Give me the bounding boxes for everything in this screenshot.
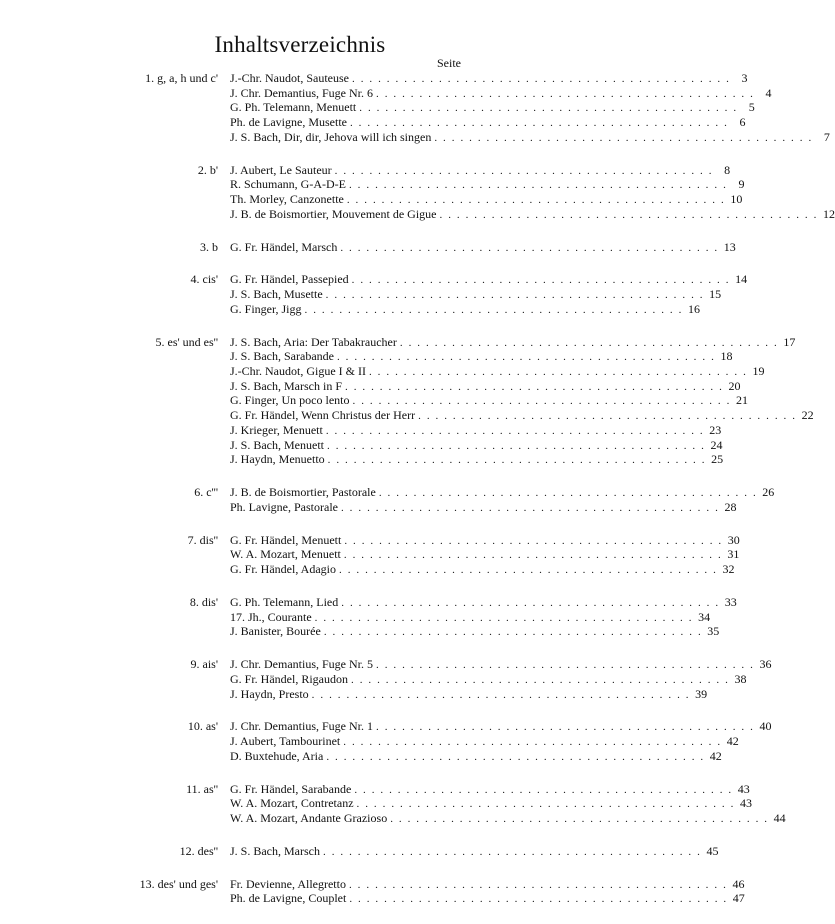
entry-page-number: 14 (735, 272, 748, 287)
toc-section (0, 843, 719, 859)
toc-section (0, 657, 772, 701)
leader-dots: . . . . . . . . . . . . . . . . . . . . . . . . . . . . . . . . . . . . . . . . . . . . (325, 289, 705, 302)
section-entries (230, 239, 736, 255)
section-label: 3. b (200, 239, 218, 254)
toc-entry[interactable] (230, 781, 750, 797)
leader-dots: . . . . . . . . . . . . . . . . . . . . . . . . . . . . . . . . . . . . . . . . . . . . (327, 439, 706, 452)
entry-page-number: 25 (711, 452, 724, 467)
leader-dots: . . . . . . . . . . . . . . . . . . . . . . . . . . . . . . . . . . . . . . . . . . . . (314, 611, 694, 624)
leader-dots: . . . . . . . . . . . . . . . . . . . . . . . . . . . . . . . . . . . . . . . . . . . . (376, 721, 755, 734)
entry-title: R. Schumann, G-A-D-E (230, 177, 346, 192)
leader-dots: . . . . . . . . . . . . . . . . . . . . . . . . . . . . . . . . . . . . . . . . . . . . (346, 194, 726, 206)
entry-title: G. Ph. Telemann, Lied (230, 594, 339, 609)
toc-entry[interactable] (230, 85, 772, 101)
leader-dots: . . . . . . . . . . . . . . . . . . . . . . . . . . . . . . . . . . . . . . . . . . . . (376, 659, 755, 672)
leader-dots: . . . . . . . . . . . . . . . . . . . . . . . . . . . . . . . . . . . . . . . . . . . . (311, 688, 691, 701)
toc-entry[interactable] (230, 796, 752, 811)
entry-title: J. Banister, Bourée (230, 624, 321, 639)
entry-title: W. A. Mozart, Andante Grazioso (230, 811, 388, 825)
toc-entry[interactable] (230, 115, 746, 130)
section-entries (230, 594, 737, 639)
toc-entry[interactable] (230, 734, 739, 749)
leader-dots: . . . . . . . . . . . . . . . . . . . . . . . . . . . . . . . . . . . . . . . . . . . . (339, 564, 718, 576)
entry-page-number: 21 (735, 393, 748, 408)
toc-section (0, 876, 745, 906)
toc-entry[interactable] (230, 609, 711, 625)
leader-dots: . . . . . . . . . . . . . . . . . . . . . . . . . . . . . . . . . . . . . . . . . . . . (349, 117, 729, 130)
entry-title: G. Fr. Händel, Adagio (230, 562, 336, 576)
entry-page-number: 30 (727, 532, 740, 547)
toc-entry[interactable] (230, 408, 814, 423)
entry-title: J.-Chr. Naudot, Gigue I & II (230, 364, 366, 379)
toc-entry[interactable] (230, 364, 765, 379)
toc-entry[interactable] (230, 239, 736, 255)
entry-page-number: 18 (720, 349, 733, 364)
entry-title: G. Ph. Telemann, Menuett (230, 100, 357, 115)
toc-section (0, 334, 814, 467)
section-entries (230, 71, 830, 144)
entry-title: W. A. Mozart, Contretanz (230, 796, 354, 811)
toc-entry[interactable] (230, 562, 735, 577)
entry-page-number: 19 (752, 364, 765, 379)
entry-page-number: 26 (762, 485, 775, 500)
entry-page-number: 8 (724, 162, 731, 177)
leader-dots: . . . . . . . . . . . . . . . . . . . . . . . . . . . . . . . . . . . . . . . . . . . . (352, 73, 731, 85)
section-label: 6. c''' (194, 485, 218, 500)
leader-dots: . . . . . . . . . . . . . . . . . . . . . . . . . . . . . . . . . . . . . . . . . . . . (325, 424, 705, 437)
entry-title: J. S. Bach, Marsch (230, 843, 320, 858)
entry-page-number: 43 (739, 796, 752, 811)
toc-entry[interactable] (230, 437, 723, 453)
entry-page-number: 28 (724, 499, 737, 514)
section-label: 2. b' (197, 162, 218, 177)
section-label: 4. cis' (190, 272, 218, 287)
entry-title: J. S. Bach, Musette (230, 287, 323, 302)
entry-page-number: 24 (710, 437, 723, 452)
section-entries (230, 334, 814, 467)
entry-title: G. Finger, Jigg (230, 301, 302, 316)
entry-title: J. Chr. Demantius, Fuge Nr. 1 (230, 719, 373, 734)
section-label: 7. dis'' (187, 532, 218, 547)
entry-page-number: 45 (706, 843, 719, 858)
entry-page-number: 40 (759, 719, 772, 734)
entry-title: J. S. Bach, Dir, dir, Jehova will ich singen (230, 129, 432, 144)
entry-title: J. Aubert, Tambourinet (230, 734, 341, 749)
leader-dots: . . . . . . . . . . . . . . . . . . . . . . . . . . . . . . . . . . . . . . . . . . . . (341, 596, 720, 609)
entry-title: G. Fr. Händel, Marsch (230, 239, 338, 254)
toc-section (0, 272, 748, 316)
toc-entry[interactable] (230, 192, 743, 207)
toc-section (0, 239, 736, 255)
section-entries (230, 162, 835, 222)
section-entries (230, 485, 775, 514)
leader-dots: . . . . . . . . . . . . . . . . . . . . . . . . . . . . . . . . . . . . . . . . . . . . (327, 454, 707, 467)
entry-title: J. S. Bach, Menuett (230, 437, 324, 452)
toc-section (0, 594, 737, 639)
leader-dots: . . . . . . . . . . . . . . . . . . . . . . . . . . . . . . . . . . . . . . . . . . . . (344, 534, 723, 547)
toc-entry[interactable] (230, 206, 835, 222)
entry-page-number: 42 (726, 734, 739, 749)
entry-title: G. Fr. Händel, Passepied (230, 272, 349, 287)
toc-section (0, 485, 775, 514)
section-label: 10. as' (187, 719, 218, 734)
entry-page-number: 23 (709, 422, 722, 437)
entry-page-number: 38 (734, 671, 747, 686)
leader-dots: . . . . . . . . . . . . . . . . . . . . . . . . . . . . . . . . . . . . . . . . . . . . (334, 164, 714, 177)
entry-title: Th. Morley, Canzonette (230, 192, 344, 206)
entry-page-number: 31 (727, 547, 740, 562)
entry-page-number: 16 (687, 301, 700, 316)
entry-title: J. Haydn, Menuetto (230, 452, 325, 467)
toc-entry[interactable] (230, 452, 724, 467)
leader-dots: . . . . . . . . . . . . . . . . . . . . . . . . . . . . . . . . . . . . . . . . . . . . (323, 845, 702, 858)
toc-entry[interactable] (230, 287, 722, 302)
leader-dots: . . . . . . . . . . . . . . . . . . . . . . . . . . . . . . . . . . . . . . . . . . . . (343, 736, 722, 749)
entry-page-number: 10 (730, 192, 743, 206)
entry-title: G. Finger, Un poco lento (230, 393, 350, 408)
leader-dots: . . . . . . . . . . . . . . . . . . . . . . . . . . . . . . . . . . . . . . . . . . . . (351, 274, 731, 287)
entry-page-number: 15 (709, 287, 722, 302)
toc-entry[interactable] (230, 129, 830, 145)
entry-title: G. Fr. Händel, Rigaudon (230, 671, 348, 686)
section-entries (230, 719, 772, 763)
leader-dots: . . . . . . . . . . . . . . . . . . . . . . . . . . . . . . . . . . . . . . . . . . . . (399, 336, 779, 349)
section-label: 5. es' und es'' (155, 334, 218, 349)
toc-entry[interactable] (230, 657, 772, 672)
entry-page-number: 6 (739, 115, 746, 130)
entry-title: Fr. Devienne, Allegretto (230, 876, 346, 891)
table-of-contents (0, 71, 835, 924)
toc-entry[interactable] (230, 422, 722, 438)
entry-page-number: 22 (801, 408, 814, 423)
entry-title: G. Fr. Händel, Wenn Christus der Herr (230, 408, 416, 423)
entry-page-number: 7 (823, 129, 830, 144)
section-entries (230, 843, 719, 859)
leader-dots: . . . . . . . . . . . . . . . . . . . . . . . . . . . . . . . . . . . . . . . . . . . . (336, 351, 716, 364)
toc-section (0, 719, 772, 763)
entry-page-number: 13 (723, 239, 736, 254)
leader-dots: . . . . . . . . . . . . . . . . . . . . . . . . . . . . . . . . . . . . . . . . . . . . (434, 131, 813, 144)
leader-dots: . . . . . . . . . . . . . . . . . . . . . . . . . . . . . . . . . . . . . . . . . . . . (343, 549, 723, 562)
entry-page-number: 17 (783, 334, 796, 349)
toc-section (0, 162, 835, 222)
toc-entry[interactable] (230, 272, 748, 287)
toc-entry[interactable] (230, 532, 740, 548)
toc-entry[interactable] (230, 671, 747, 687)
leader-dots: . . . . . . . . . . . . . . . . . . . . . . . . . . . . . . . . . . . . . . . . . . . . (348, 179, 728, 192)
leader-dots: . . . . . . . . . . . . . . . . . . . . . . . . . . . . . . . . . . . . . . . . . . . . (390, 813, 769, 825)
leader-dots: . . . . . . . . . . . . . . . . . . . . . . . . . . . . . . . . . . . . . . . . . . . . (354, 783, 733, 796)
leader-dots: . . . . . . . . . . . . . . . . . . . . . . . . . . . . . . . . . . . . . . . . . . . . (368, 366, 748, 379)
entry-title: G. Fr. Händel, Menuett (230, 532, 342, 547)
leader-dots: . . . . . . . . . . . . . . . . . . . . . . . . . . . . . . . . . . . . . . . . . . . . (345, 380, 724, 393)
entry-title: J. Aubert, Le Sauteur (230, 162, 332, 177)
leader-dots: . . . . . . . . . . . . . . . . . . . . . . . . . . . . . . . . . . . . . . . . . . . . (376, 87, 755, 100)
page-title: Inhaltsverzeichnis (214, 32, 386, 57)
section-label: 11. as'' (186, 781, 218, 796)
toc-entry[interactable] (230, 334, 796, 350)
entry-title: J. B. de Boismortier, Mouvement de Gigue (230, 206, 437, 221)
entry-title: Ph. de Lavigne, Musette (230, 115, 347, 130)
entry-title: J. Chr. Demantius, Fuge Nr. 5 (230, 657, 373, 672)
section-label: 8. dis' (189, 594, 218, 609)
entry-page-number: 3 (741, 71, 748, 85)
toc-entry[interactable] (230, 71, 748, 86)
entry-page-number: 46 (732, 876, 745, 891)
toc-entry[interactable] (230, 811, 786, 826)
leader-dots: . . . . . . . . . . . . . . . . . . . . . . . . . . . . . . . . . . . . . . . . . . . . (340, 241, 719, 254)
section-label: 12. des'' (179, 843, 218, 858)
leader-dots: . . . . . . . . . . . . . . . . . . . . . . . . . . . . . . . . . . . . . . . . . . . . (351, 673, 730, 686)
section-entries (230, 781, 786, 826)
entry-title: J. S. Bach, Sarabande (230, 349, 334, 364)
section-entries (230, 876, 745, 906)
toc-entry[interactable] (230, 349, 733, 364)
entry-title: J. Chr. Demantius, Fuge Nr. 6 (230, 85, 373, 100)
entry-title: 17. Jh., Courante (230, 609, 312, 624)
entry-page-number: 42 (709, 748, 722, 763)
entry-page-number: 12 (822, 206, 835, 221)
entry-page-number: 35 (707, 624, 720, 639)
toc-entry[interactable] (230, 100, 755, 115)
entry-page-number: 4 (765, 85, 772, 100)
entry-page-number: 43 (737, 781, 750, 796)
section-entries (230, 532, 740, 577)
entry-title: J.-Chr. Naudot, Sauteuse (230, 71, 349, 85)
leader-dots: . . . . . . . . . . . . . . . . . . . . . . . . . . . . . . . . . . . . . . . . . . . . (323, 626, 703, 639)
leader-dots: . . . . . . . . . . . . . . . . . . . . . . . . . . . . . . . . . . . . . . . . . . . . (304, 303, 683, 316)
toc-entry[interactable] (230, 719, 772, 734)
toc-entry[interactable] (230, 891, 745, 906)
toc-entry[interactable] (230, 748, 722, 764)
entry-page-number: 36 (759, 657, 772, 672)
toc-section (0, 532, 740, 577)
toc-entry[interactable] (230, 499, 737, 515)
toc-entry[interactable] (230, 686, 708, 702)
entry-page-number: 44 (773, 811, 786, 825)
entry-title: W. A. Mozart, Menuett (230, 547, 341, 562)
entry-page-number: 47 (732, 891, 745, 906)
toc-entry[interactable] (230, 843, 719, 859)
leader-dots: . . . . . . . . . . . . . . . . . . . . . . . . . . . . . . . . . . . . . . . . . . . . (356, 798, 735, 811)
entry-title: Ph. de Lavigne, Couplet (230, 891, 347, 906)
toc-entry[interactable] (230, 876, 745, 892)
entry-title: Ph. Lavigne, Pastorale (230, 499, 338, 514)
toc-entry[interactable] (230, 547, 740, 562)
toc-entry[interactable] (230, 378, 741, 394)
leader-dots: . . . . . . . . . . . . . . . . . . . . . . . . . . . . . . . . . . . . . . . . . . . . (378, 487, 758, 500)
leader-dots: . . . . . . . . . . . . . . . . . . . . . . . . . . . . . . . . . . . . . . . . . . . . (359, 102, 738, 115)
section-label: 13. des' und ges' (139, 876, 218, 891)
section-entries (230, 272, 748, 316)
entry-page-number: 20 (728, 378, 741, 393)
section-label: 1. g, a, h und c' (145, 71, 218, 85)
entry-page-number: 32 (722, 562, 735, 576)
entry-title: J. Haydn, Presto (230, 686, 309, 701)
toc-entry[interactable] (230, 393, 748, 408)
entry-title: J. Krieger, Menuett (230, 422, 323, 437)
toc-section (0, 71, 830, 144)
leader-dots: . . . . . . . . . . . . . . . . . . . . . . . . . . . . . . . . . . . . . . . . . . . . (348, 878, 728, 891)
leader-dots: . . . . . . . . . . . . . . . . . . . . . . . . . . . . . . . . . . . . . . . . . . . . (352, 395, 731, 408)
entry-page-number: 39 (695, 686, 708, 701)
toc-entry[interactable] (230, 624, 720, 639)
leader-dots: . . . . . . . . . . . . . . . . . . . . . . . . . . . . . . . . . . . . . . . . . . . . (349, 893, 728, 906)
toc-entry[interactable] (230, 301, 700, 317)
leader-dots: . . . . . . . . . . . . . . . . . . . . . . . . . . . . . . . . . . . . . . . . . . . . (340, 501, 720, 514)
entry-page-number: 9 (738, 177, 745, 192)
leader-dots: . . . . . . . . . . . . . . . . . . . . . . . . . . . . . . . . . . . . . . . . . . . . (326, 750, 705, 763)
entry-page-number: 5 (748, 100, 755, 115)
toc-entry[interactable] (230, 177, 745, 192)
leader-dots: . . . . . . . . . . . . . . . . . . . . . . . . . . . . . . . . . . . . . . . . . . . . (418, 410, 797, 423)
toc-section (0, 781, 786, 826)
entry-page-number: 34 (698, 609, 711, 624)
toc-entry[interactable] (230, 594, 737, 610)
entry-title: J. B. de Boismortier, Pastorale (230, 485, 376, 500)
toc-entry[interactable] (230, 485, 775, 500)
toc-entry[interactable] (230, 162, 731, 178)
entry-title: J. S. Bach, Marsch in F (230, 378, 342, 393)
page-column-header: Seite (437, 56, 461, 70)
entry-title: J. S. Bach, Aria: Der Tabakraucher (230, 334, 397, 349)
entry-page-number: 33 (724, 594, 737, 609)
section-entries (230, 657, 772, 701)
leader-dots: . . . . . . . . . . . . . . . . . . . . . . . . . . . . . . . . . . . . . . . . . . . . (439, 208, 818, 221)
entry-title: D. Buxtehude, Aria (230, 748, 324, 763)
entry-title: G. Fr. Händel, Sarabande (230, 781, 352, 796)
section-label: 9. ais' (190, 657, 218, 672)
